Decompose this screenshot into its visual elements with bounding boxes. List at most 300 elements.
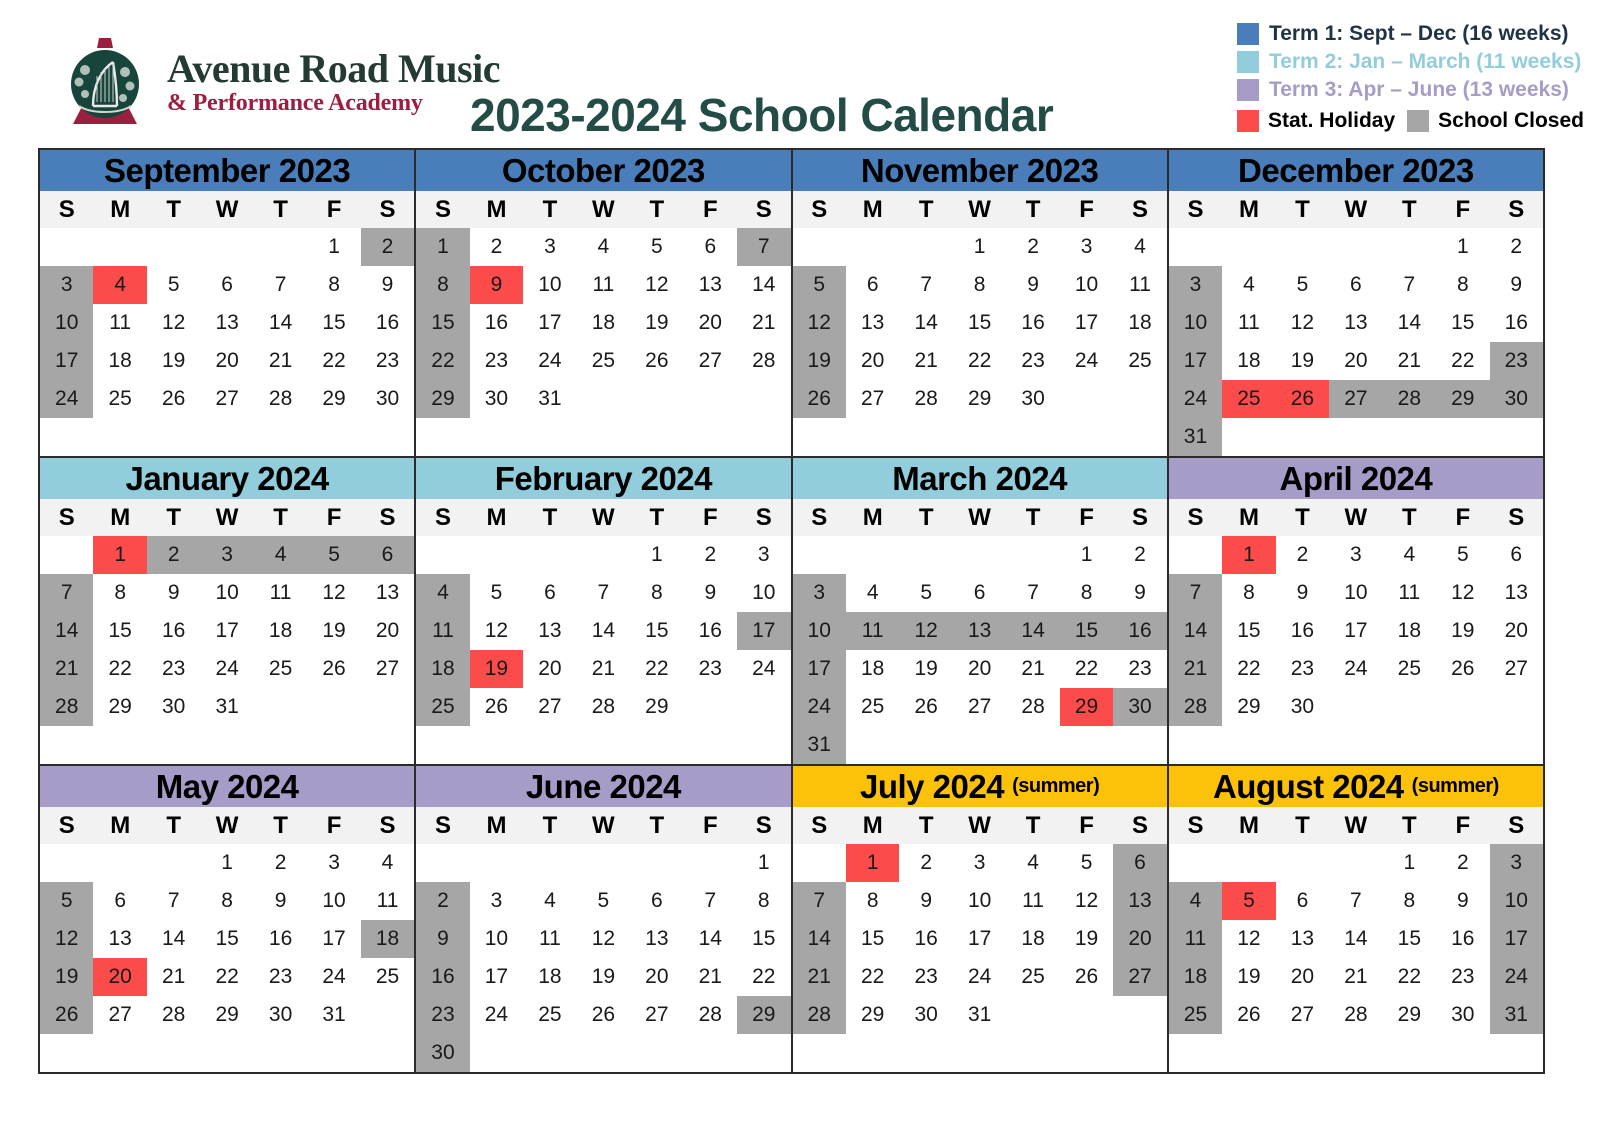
week-row [1169, 612, 1543, 650]
day-cell-empty [470, 726, 523, 764]
week-row [1169, 920, 1543, 958]
weekday-header-row [793, 807, 1167, 844]
day-cell: 8 [1456, 273, 1469, 296]
weekday-header-cell: W [592, 195, 615, 223]
day-cell-school-closed: 16 [1113, 612, 1166, 650]
week-row [793, 1034, 1167, 1072]
month-title-text: September 2023 [104, 151, 351, 189]
week-row [416, 1034, 790, 1072]
day-cell-empty [40, 726, 93, 764]
day-cell: 1 [757, 851, 770, 874]
day-cell: 22 [645, 657, 669, 680]
day-cell-empty [1169, 1034, 1222, 1072]
weekday-header-cell: S [755, 195, 772, 223]
day-cell: 30 [161, 695, 186, 718]
week-row [40, 844, 414, 882]
weeks-container [1169, 228, 1543, 456]
week-row [1169, 228, 1543, 266]
weekday-header-cell: T [1401, 503, 1417, 531]
day-cell-school-closed: 14 [1006, 612, 1059, 650]
weekday-header-cell: T [273, 811, 288, 839]
month-block [416, 458, 792, 766]
day-cell: 22 [1397, 965, 1421, 988]
day-cell: 27 [538, 695, 562, 718]
weekday-header-cell: W [968, 503, 991, 531]
day-cell: 21 [268, 349, 293, 372]
day-cell-school-closed: 10 [40, 304, 93, 342]
day-cell: 3 [328, 851, 340, 874]
week-row [793, 688, 1167, 726]
day-cell-school-closed: 21 [1169, 650, 1222, 688]
day-cell: 3 [490, 889, 503, 912]
day-cell-school-closed: 18 [416, 650, 469, 688]
weekday-header-cell: S [1508, 503, 1525, 531]
week-row [793, 920, 1167, 958]
day-cell-school-closed: 14 [793, 920, 846, 958]
weeks-container [416, 228, 790, 456]
month-title [793, 150, 1167, 191]
day-cell: 21 [698, 965, 722, 988]
day-cell-school-closed: 12 [899, 612, 952, 650]
weekday-header-cell: S [1187, 811, 1204, 839]
weeks-container [40, 228, 414, 456]
day-cell: 17 [484, 965, 509, 988]
day-cell: 17 [322, 927, 346, 950]
day-cell: 19 [591, 965, 616, 988]
month-block [40, 150, 416, 458]
day-cell: 11 [1398, 581, 1421, 604]
week-row [1169, 726, 1543, 764]
legend-label-term-3: Term 3: Apr – June (13 weeks) [1268, 78, 1569, 101]
day-cell-empty [307, 418, 360, 456]
day-cell-school-closed: 28 [1383, 380, 1436, 418]
day-cell-empty [254, 228, 307, 266]
day-cell-empty [1006, 726, 1059, 764]
day-cell-school-closed: 17 [793, 650, 846, 688]
day-cell-school-closed: 17 [737, 612, 790, 650]
day-cell: 23 [698, 657, 722, 680]
day-cell-school-closed: 21 [793, 958, 846, 996]
day-cell-empty [1006, 536, 1059, 574]
day-cell: 8 [221, 889, 233, 912]
day-cell-empty [1490, 688, 1543, 726]
day-cell: 20 [967, 657, 992, 680]
week-row [40, 418, 414, 456]
day-cell-empty [200, 726, 253, 764]
week-row [40, 536, 414, 574]
day-cell: 5 [1456, 543, 1469, 566]
day-cell-school-closed: 23 [416, 996, 469, 1034]
day-cell-empty [899, 418, 952, 456]
day-cell: 19 [1451, 619, 1475, 642]
day-cell-school-closed: 2 [147, 536, 200, 574]
day-cell-empty [1222, 726, 1275, 764]
day-cell-school-closed: 18 [361, 920, 414, 958]
day-cell-school-closed: 25 [1169, 996, 1222, 1034]
day-cell-empty [147, 844, 200, 882]
day-cell: 5 [597, 889, 610, 912]
weekday-header-cell: M [110, 811, 131, 839]
week-row [40, 342, 414, 380]
day-cell-school-closed: 27 [1113, 958, 1166, 996]
month-title [1169, 458, 1543, 499]
day-cell: 4 [1403, 543, 1416, 566]
day-cell-school-closed: 13 [953, 612, 1006, 650]
weekday-header-cell: F [1455, 503, 1471, 531]
day-cell-school-closed: 17 [1490, 920, 1543, 958]
day-cell: 31 [215, 695, 239, 718]
day-cell-empty [361, 418, 414, 456]
day-cell: 18 [538, 965, 562, 988]
weekday-header-cell: T [918, 195, 934, 223]
day-cell: 27 [108, 1003, 132, 1026]
weekday-header-cell: T [1025, 195, 1041, 223]
day-cell: 10 [752, 581, 776, 604]
week-row [793, 726, 1167, 764]
day-cell: 13 [1504, 581, 1528, 604]
day-cell-school-closed: 29 [1436, 380, 1489, 418]
day-cell: 26 [591, 1003, 616, 1026]
legend-label-stat-holiday: Stat. Holiday [1267, 109, 1396, 132]
day-cell: 29 [215, 1003, 239, 1026]
day-cell-empty [1383, 1034, 1436, 1072]
harp-crest-logo-icon [55, 32, 155, 132]
day-cell: 23 [1451, 965, 1475, 988]
day-cell-school-closed: 7 [1169, 574, 1222, 612]
day-cell: 5 [920, 581, 932, 604]
week-row [793, 418, 1167, 456]
week-row [416, 612, 790, 650]
day-cell: 23 [484, 349, 509, 372]
weekday-header-cell: T [918, 503, 934, 531]
day-cell-empty [307, 688, 360, 726]
day-cell-empty [577, 536, 630, 574]
day-cell-stat-holiday: 25 [1222, 380, 1275, 418]
month-title-suffix: (summer) [1012, 775, 1100, 797]
day-cell-empty [93, 228, 146, 266]
day-cell-empty [147, 1034, 200, 1072]
day-cell-school-closed: 22 [416, 342, 469, 380]
weekday-header-cell: W [968, 195, 991, 223]
weeks-container [793, 228, 1167, 456]
day-cell: 7 [274, 273, 287, 296]
day-cell-empty [1490, 1034, 1543, 1072]
day-cell: 6 [650, 889, 663, 912]
day-cell: 27 [967, 695, 992, 718]
day-cell: 5 [490, 581, 503, 604]
day-cell: 3 [757, 543, 770, 566]
day-cell-empty [470, 536, 523, 574]
weekday-header-cell: M [1238, 811, 1259, 839]
weekday-header-cell: T [918, 811, 934, 839]
day-cell: 1 [221, 851, 233, 874]
day-cell-empty [361, 1034, 414, 1072]
month-title-suffix: (summer) [1411, 775, 1499, 797]
day-cell: 11 [539, 927, 561, 950]
day-cell: 28 [1344, 1003, 1368, 1026]
day-cell: 9 [920, 889, 932, 912]
day-cell-school-closed: 15 [416, 304, 469, 342]
week-row [793, 958, 1167, 996]
day-cell: 20 [1504, 619, 1528, 642]
day-cell-school-closed: 31 [1169, 418, 1222, 456]
legend-term-3 [1237, 78, 1569, 102]
day-cell-empty [1276, 844, 1329, 882]
day-cell: 14 [698, 927, 722, 950]
day-cell: 8 [757, 889, 770, 912]
weekday-header-row [416, 499, 790, 536]
day-cell-empty [147, 418, 200, 456]
day-cell: 6 [973, 581, 986, 604]
weekday-header-cell: S [434, 811, 451, 839]
week-row [793, 574, 1167, 612]
day-cell: 19 [161, 349, 186, 372]
day-cell-empty [899, 726, 952, 764]
day-cell: 26 [484, 695, 509, 718]
day-cell: 4 [1134, 235, 1146, 258]
day-cell-empty [200, 418, 253, 456]
weekday-header-cell: T [649, 195, 665, 223]
day-cell-school-closed: 12 [793, 304, 846, 342]
day-cell: 10 [1344, 581, 1368, 604]
weekday-header-cell: F [326, 811, 342, 839]
day-cell: 24 [322, 965, 346, 988]
day-cell: 19 [1074, 927, 1099, 950]
day-cell: 23 [1021, 349, 1045, 372]
day-cell: 8 [114, 581, 127, 604]
week-row [793, 844, 1167, 882]
day-cell-empty [1276, 726, 1329, 764]
week-row [1169, 574, 1543, 612]
weekday-header-row [416, 807, 790, 844]
day-cell: 6 [1510, 543, 1523, 566]
day-cell-school-closed: 11 [846, 612, 899, 650]
day-cell: 24 [1344, 657, 1368, 680]
day-cell-empty [1113, 726, 1166, 764]
day-cell: 10 [967, 889, 992, 912]
day-cell-empty [737, 418, 790, 456]
day-cell: 27 [645, 1003, 669, 1026]
day-cell: 16 [1504, 311, 1528, 334]
weekday-header-cell: W [215, 503, 239, 531]
day-cell: 28 [1021, 695, 1045, 718]
day-cell-school-closed: 25 [416, 688, 469, 726]
page-header [0, 0, 1600, 148]
day-cell: 11 [592, 273, 615, 296]
weeks-container [40, 844, 414, 1072]
day-cell: 27 [698, 349, 722, 372]
day-cell-school-closed: 29 [416, 380, 469, 418]
day-cell-empty [793, 844, 846, 882]
day-cell-empty [416, 536, 469, 574]
day-cell-school-closed: 26 [793, 380, 846, 418]
day-cell-empty [1329, 228, 1382, 266]
week-row [40, 228, 414, 266]
weeks-container [416, 844, 790, 1072]
week-row [416, 536, 790, 574]
day-cell: 3 [1350, 543, 1362, 566]
day-cell: 27 [215, 387, 239, 410]
month-title-text: August 2024 [1212, 767, 1404, 805]
day-cell-empty [630, 1034, 683, 1072]
day-cell-empty [307, 726, 360, 764]
day-cell: 2 [920, 851, 932, 874]
day-cell-empty [523, 1034, 576, 1072]
weekday-header-cell: M [1238, 195, 1259, 223]
day-cell: 16 [1021, 311, 1045, 334]
day-cell: 15 [1451, 311, 1475, 334]
day-cell: 20 [1344, 349, 1368, 372]
day-cell: 3 [973, 851, 986, 874]
day-cell-school-closed: 3 [200, 536, 253, 574]
weekday-header-cell: W [1344, 811, 1368, 839]
day-cell: 2 [1456, 851, 1469, 874]
day-cell: 7 [1350, 889, 1362, 912]
day-cell-stat-holiday: 26 [1276, 380, 1329, 418]
day-cell: 29 [861, 1003, 885, 1026]
week-row [40, 574, 414, 612]
month-title-text: March 2024 [892, 459, 1068, 497]
day-cell: 30 [268, 1003, 293, 1026]
week-row [793, 228, 1167, 266]
week-row [40, 304, 414, 342]
day-cell: 31 [538, 387, 562, 410]
weekday-header-row [793, 191, 1167, 228]
weekday-header-row [40, 807, 414, 844]
day-cell-school-closed: 7 [793, 882, 846, 920]
day-cell-empty [684, 688, 737, 726]
day-cell-empty [577, 1034, 630, 1072]
week-row [40, 920, 414, 958]
day-cell: 10 [484, 927, 509, 950]
week-row [416, 266, 790, 304]
day-cell: 8 [1403, 889, 1416, 912]
weekday-header-cell: F [326, 195, 342, 223]
week-row [416, 920, 790, 958]
brand-subtitle: & Performance Academy [167, 90, 423, 116]
day-cell: 14 [268, 311, 293, 334]
day-cell-school-closed: 15 [1060, 612, 1113, 650]
month-title [1169, 150, 1543, 191]
day-cell-school-closed: 5 [40, 882, 93, 920]
week-row [416, 996, 790, 1034]
day-cell: 26 [322, 657, 346, 680]
weekday-header-row [1169, 191, 1543, 228]
day-cell-empty [200, 1034, 253, 1072]
day-cell-empty [254, 418, 307, 456]
weekday-header-cell: T [649, 503, 665, 531]
day-cell: 18 [268, 619, 293, 642]
day-cell: 2 [1296, 543, 1309, 566]
month-title [40, 150, 414, 191]
month-block [416, 150, 792, 458]
day-cell-stat-holiday: 5 [1222, 882, 1275, 920]
day-cell: 7 [1027, 581, 1039, 604]
weekday-header-cell: F [1079, 195, 1094, 223]
weekday-header-cell: T [1295, 811, 1310, 839]
month-title [1169, 766, 1543, 807]
day-cell: 8 [650, 581, 663, 604]
day-cell-empty [1060, 380, 1113, 418]
day-cell-empty [1113, 380, 1166, 418]
weeks-container [416, 536, 790, 764]
month-block [40, 458, 416, 766]
weeks-container [793, 536, 1167, 764]
day-cell: 11 [1022, 889, 1044, 912]
day-cell-school-closed: 3 [1169, 266, 1222, 304]
day-cell: 27 [1290, 1003, 1315, 1026]
day-cell: 29 [108, 695, 132, 718]
day-cell: 13 [1344, 311, 1368, 334]
day-cell-empty [737, 726, 790, 764]
day-cell: 1 [328, 235, 340, 258]
day-cell: 27 [375, 657, 400, 680]
month-block [40, 766, 416, 1074]
day-cell: 5 [167, 273, 180, 296]
day-cell-empty [1383, 688, 1436, 726]
day-cell-empty [899, 536, 952, 574]
day-cell: 7 [1403, 273, 1416, 296]
day-cell: 28 [591, 695, 616, 718]
day-cell: 26 [914, 695, 938, 718]
day-cell: 12 [1290, 311, 1315, 334]
day-cell-school-closed: 3 [40, 266, 93, 304]
day-cell-empty [1222, 418, 1275, 456]
day-cell-school-closed: 24 [1490, 958, 1543, 996]
weekday-header-row [1169, 499, 1543, 536]
day-cell: 25 [1021, 965, 1045, 988]
day-cell-empty [40, 844, 93, 882]
day-cell: 25 [1128, 349, 1152, 372]
day-cell: 30 [1290, 695, 1315, 718]
day-cell: 2 [1134, 543, 1146, 566]
day-cell-empty [1006, 1034, 1059, 1072]
day-cell: 9 [381, 273, 394, 296]
weekday-header-cell: F [1079, 503, 1094, 531]
weekday-header-cell: F [1455, 811, 1471, 839]
week-row [1169, 882, 1543, 920]
day-cell-empty [470, 1034, 523, 1072]
week-row [40, 266, 414, 304]
day-cell: 21 [1397, 349, 1421, 372]
day-cell: 28 [698, 1003, 722, 1026]
day-cell-school-closed: 6 [361, 536, 414, 574]
week-row [1169, 418, 1543, 456]
day-cell-school-closed: 24 [1169, 380, 1222, 418]
week-row [416, 574, 790, 612]
day-cell: 23 [375, 349, 400, 372]
day-cell-school-closed: 1 [416, 228, 469, 266]
day-cell-empty [793, 228, 846, 266]
day-cell: 1 [650, 543, 663, 566]
day-cell: 14 [752, 273, 776, 296]
weekday-header-cell: F [326, 503, 342, 531]
day-cell: 19 [914, 657, 938, 680]
week-row [793, 304, 1167, 342]
day-cell: 6 [866, 273, 879, 296]
day-cell: 14 [1397, 311, 1421, 334]
day-cell-empty [1113, 996, 1166, 1034]
week-row [416, 882, 790, 920]
day-cell: 6 [114, 889, 127, 912]
day-cell: 30 [375, 387, 400, 410]
month-title-text: October 2023 [501, 151, 705, 189]
day-cell-empty [200, 228, 253, 266]
day-cell-school-closed: 2 [416, 882, 469, 920]
month-title [416, 458, 790, 499]
day-cell-empty [1169, 726, 1222, 764]
day-cell: 25 [538, 1003, 562, 1026]
